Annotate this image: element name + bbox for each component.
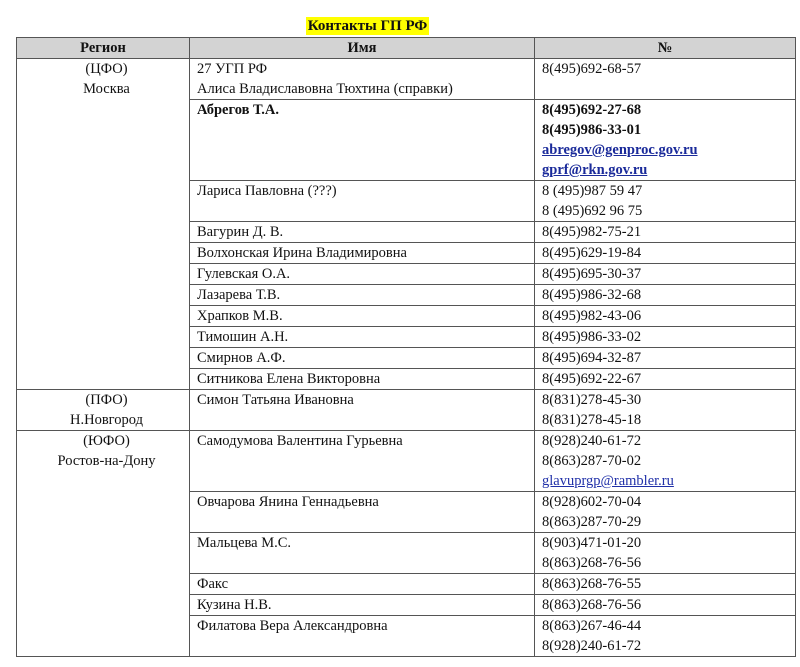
name-cell: [190, 574, 535, 595]
name-cell: [190, 533, 535, 574]
email-link[interactable]: gprf@rkn.gov.ru: [542, 162, 648, 178]
contact-name: Лазарева Т.В.: [197, 287, 281, 303]
name-cell: [190, 595, 535, 616]
contact-name: Самодумова Валентина Гурьевна: [197, 433, 403, 449]
region-label: (ЮФО): [83, 433, 130, 449]
contact-name: Кузина Н.В.: [197, 597, 272, 613]
name-cell: [190, 616, 535, 657]
region-label: Ростов-на-Дону: [57, 453, 156, 469]
phone-number: 8(903)471-01-20: [542, 535, 642, 551]
phone-number: 8(928)602-70-04: [542, 494, 642, 510]
number-cell: [535, 327, 796, 348]
number-cell: [535, 431, 796, 492]
region-label: Н.Новгород: [70, 412, 143, 428]
phone-number: 8(495)982-43-06: [542, 308, 642, 324]
name-cell: [190, 492, 535, 533]
contact-name: Алиса Владиславовна Тюхтина (справки): [197, 81, 453, 97]
header-region: Регион: [17, 38, 190, 59]
number-cell: [535, 533, 796, 574]
name-cell: [190, 348, 535, 369]
number-cell: [535, 222, 796, 243]
contact-name: Филатова Вера Александровна: [197, 618, 388, 634]
name-cell: [190, 222, 535, 243]
phone-number: 8(495)982-75-21: [542, 224, 642, 240]
contacts-body: [17, 59, 796, 657]
phone-number: 8(831)278-45-30: [542, 392, 642, 408]
name-cell: [190, 285, 535, 306]
phone-number: 8(863)267-46-44: [542, 618, 642, 634]
contact-name: Вагурин Д. В.: [197, 224, 284, 240]
name-cell: [190, 327, 535, 348]
header-row: [17, 38, 796, 59]
name-cell: [190, 181, 535, 222]
number-cell: [535, 616, 796, 657]
phone-number: 8(928)240-61-72: [542, 638, 642, 654]
table-row: [17, 390, 796, 431]
phone-number: 8 (495)987 59 47: [542, 183, 643, 199]
contact-name: Тимошин А.Н.: [197, 329, 289, 345]
phone-number: 8(495)986-32-68: [542, 287, 642, 303]
region-label: Москва: [83, 81, 130, 97]
region-label: (ПФО): [85, 392, 128, 408]
number-cell: [535, 348, 796, 369]
header-number: №: [535, 38, 796, 59]
contact-name: Волхонская Ирина Владимировна: [197, 245, 407, 261]
contact-name: Ситникова Елена Викторовна: [197, 371, 381, 387]
number-cell: [535, 264, 796, 285]
region-cell: [17, 59, 190, 390]
name-cell: [190, 306, 535, 327]
contact-name: Факс: [197, 576, 229, 592]
phone-number: 8(863)268-76-56: [542, 597, 642, 613]
name-cell: [190, 431, 535, 492]
number-cell: [535, 492, 796, 533]
phone-number: 8(863)268-76-55: [542, 576, 642, 592]
number-cell: [535, 390, 796, 431]
page-title: Контакты ГП РФ: [307, 18, 428, 34]
number-cell: [535, 595, 796, 616]
phone-number: 8(495)629-19-84: [542, 245, 642, 261]
header-name: Имя: [190, 38, 535, 59]
name-cell: [190, 369, 535, 390]
contact-name: Мальцева М.С.: [197, 535, 292, 551]
contact-name: Смирнов А.Ф.: [197, 350, 286, 366]
number-cell: [535, 306, 796, 327]
phone-number: 8(495)986-33-02: [542, 329, 642, 345]
contacts-table: [16, 37, 796, 657]
region-cell: [17, 431, 190, 657]
contact-name: Гулевская О.А.: [197, 266, 291, 282]
email-link[interactable]: glavuprgp@rambler.ru: [542, 473, 674, 489]
name-cell: [190, 390, 535, 431]
phone-number: 8(831)278-45-18: [542, 412, 642, 428]
contact-name: 27 УГП РФ: [197, 61, 268, 77]
contact-name: Овчарова Янина Геннадьевна: [197, 494, 379, 510]
number-cell: [535, 285, 796, 306]
region-label: (ЦФО): [85, 61, 128, 77]
phone-number: 8(863)287-70-02: [542, 453, 642, 469]
phone-number: 8(863)268-76-56: [542, 555, 642, 571]
phone-number: 8(495)692-22-67: [542, 371, 642, 387]
title-wrap: [0, 17, 735, 35]
phone-number: 8(495)692-68-57: [542, 61, 642, 77]
email-link[interactable]: abregov@genproc.gov.ru: [542, 142, 698, 158]
number-cell: [535, 243, 796, 264]
table-row: [17, 59, 796, 100]
region-cell: [17, 390, 190, 431]
contact-name: Абрегов Т.А.: [197, 102, 279, 118]
phone-number: 8 (495)692 96 75: [542, 203, 643, 219]
phone-number: 8(495)694-32-87: [542, 350, 642, 366]
phone-number: 8(495)695-30-37: [542, 266, 642, 282]
contact-name: Лариса Павловна (???): [197, 183, 337, 199]
number-cell: [535, 100, 796, 181]
number-cell: [535, 574, 796, 595]
contact-name: Храпков М.В.: [197, 308, 283, 324]
phone-number: 8(495)986-33-01: [542, 122, 642, 138]
phone-number: 8(863)287-70-29: [542, 514, 642, 530]
name-cell: [190, 100, 535, 181]
name-cell: [190, 59, 535, 100]
contact-name: Симон Татьяна Ивановна: [197, 392, 354, 408]
table-row: [17, 431, 796, 492]
phone-number: 8(928)240-61-72: [542, 433, 642, 449]
number-cell: [535, 181, 796, 222]
phone-number: 8(495)692-27-68: [542, 102, 642, 118]
number-cell: [535, 369, 796, 390]
number-cell: [535, 59, 796, 100]
name-cell: [190, 264, 535, 285]
name-cell: [190, 243, 535, 264]
